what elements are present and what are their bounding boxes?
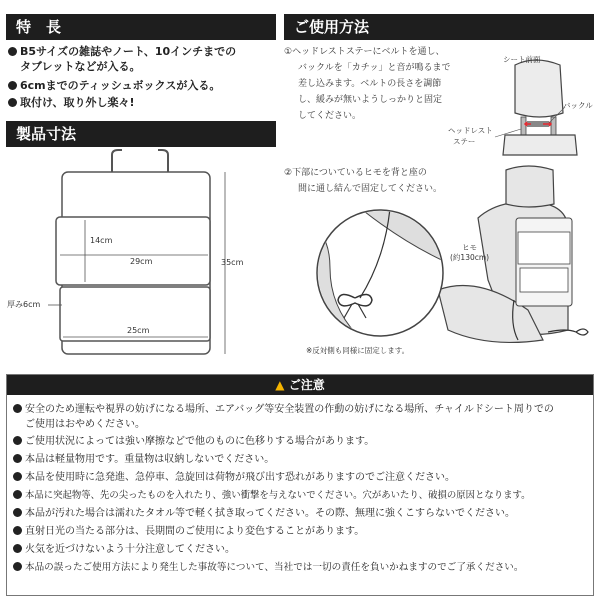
caution-text: 本品の誤ったご使用方法により発生した事故等について、当社では一切の責任を負いかねますのでご了承ください。: [25, 562, 524, 573]
caution-text: 本品に突起物等、先の尖ったものを入れたり、強い衝撃を与えないでください。穴があいたり、破損の原因となります。: [25, 490, 531, 501]
bullet-icon: [8, 98, 17, 107]
bullet-icon: [13, 490, 22, 499]
dimensions-header: [6, 121, 276, 147]
caution-item: [13, 403, 591, 417]
caution-item: [13, 435, 591, 449]
bullet-icon: [13, 436, 22, 445]
step1-line: 差し込みます。ベルトの長さを調節: [298, 79, 442, 89]
usage-header: [284, 14, 594, 40]
step1-line: バックルを「カチッ」と音が鳴るまで: [298, 63, 451, 73]
feature-text: タブレットなどが入る。: [20, 60, 141, 73]
caution-item: [13, 543, 591, 557]
caution-item: [13, 489, 591, 503]
step1-line: し、緩みが無いようしっかりと固定: [298, 95, 443, 105]
feature-item-3: [8, 96, 135, 110]
dimensions-header-label: 製品寸法: [16, 125, 77, 143]
same-on-other-side-note: ※反対側も同様に固定します。: [306, 346, 410, 355]
string-detail-inset: [300, 208, 460, 338]
bullet-icon: [13, 544, 22, 553]
caution-text: 火気を近づけないよう十分注意してください。: [25, 544, 235, 555]
pocket-width-label: 29cm: [130, 257, 153, 266]
caution-text: 本品を使用時に急発進、急停車、急旋回は荷物が飛び出す恐れがありますのでご注意ください。: [25, 472, 455, 483]
features-header: [6, 14, 276, 40]
feature-text: 6cmまでのティッシュボックスが入る。: [20, 79, 221, 92]
caution-text: ご使用はおやめください。: [25, 419, 145, 430]
feature-text: 取付け、取り外し楽々!: [20, 96, 135, 109]
seat-front-label: シート前面: [503, 55, 541, 64]
headrest-stay-label-2: ステー: [453, 137, 476, 146]
bullet-icon: [8, 47, 17, 56]
string-label-1: ヒモ: [462, 243, 477, 252]
bullet-icon: [13, 562, 22, 571]
total-height-label: 35cm: [221, 258, 244, 267]
caution-box: [6, 374, 594, 596]
buckle-label: バックル: [563, 101, 593, 110]
caution-header-label: ご注意: [288, 378, 325, 392]
feature-text: B5サイズの雑誌やノート、10インチまでの: [20, 45, 237, 58]
usage-header-label: ご使用方法: [294, 18, 370, 36]
feature-item-1: [8, 45, 236, 59]
bullet-icon: [13, 526, 22, 535]
bullet-icon: [13, 404, 22, 413]
feature-item-1-cont: [20, 60, 140, 74]
depth-label: 厚み6cm: [7, 300, 41, 309]
caution-item: [13, 507, 591, 521]
bottom-width-label: 25cm: [127, 326, 150, 335]
caution-item: [13, 453, 591, 467]
step1-line: ①ヘッドレストステーにベルトを通し、: [284, 47, 445, 57]
bullet-icon: [13, 454, 22, 463]
bullet-icon: [13, 472, 22, 481]
caution-text: 安全のため運転や視界の妨げになる場所、エアバッグ等安全装置の作動の妨げになる場所、チャイルドシート周りでの: [25, 404, 554, 415]
features-header-label: 特 長: [16, 18, 62, 36]
caution-header: [7, 375, 593, 395]
step2-line: ②下部についているヒモを背と座の: [284, 168, 427, 178]
warning-icon: ▲: [275, 378, 285, 392]
pocket-height-label: 14cm: [90, 236, 113, 245]
bullet-icon: [8, 81, 17, 90]
step2-line: 間に通し結んで固定してください。: [298, 184, 443, 194]
caution-item: [13, 471, 591, 485]
caution-item-cont: [25, 418, 600, 432]
step1-line: してください。: [298, 111, 362, 121]
caution-text: 直射日光の当たる部分は、長期間のご使用により変色することがあります。: [25, 526, 365, 537]
caution-text: 本品は軽量物用です。重量物は収納しないでください。: [25, 454, 275, 465]
feature-item-2: [8, 79, 220, 93]
bullet-icon: [13, 508, 22, 517]
caution-text: ご使用状況によっては強い摩擦などで他のものに色移りする場合があります。: [25, 436, 375, 447]
caution-item: [13, 561, 591, 575]
caution-item: [13, 525, 591, 539]
caution-text: 本品が汚れた場合は濡れたタオル等で軽く拭き取ってください。その際、無理に強くこすらないでください。: [25, 508, 515, 519]
string-label-2: (約130cm): [450, 253, 490, 262]
headrest-stay-label-1: ヘッドレスト: [448, 126, 493, 135]
